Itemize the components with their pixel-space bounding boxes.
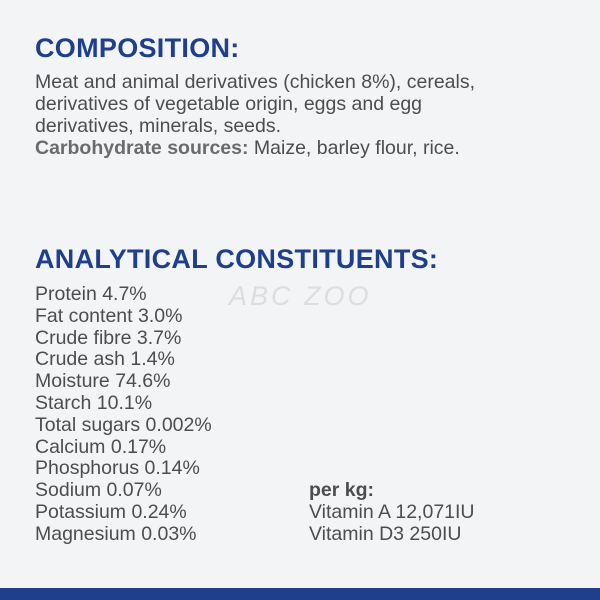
- vitamin-item: Vitamin A 12,071IU: [309, 501, 475, 523]
- constituent-item: Magnesium 0.03%: [35, 522, 197, 545]
- watermark: ABC ZOO: [229, 281, 372, 311]
- constituent-item: Sodium 0.07%: [35, 479, 162, 502]
- analytical-heading: ANALYTICAL CONSTITUENTS:: [35, 244, 439, 274]
- carbohydrate-label: Carbohydrate sources:: [35, 137, 249, 159]
- vitamins-list: [309, 502, 475, 546]
- constituent-item: Starch 10.1%: [35, 391, 153, 414]
- bottom-bar: [0, 588, 600, 600]
- composition-text: [35, 71, 585, 159]
- composition-line: Meat and animal derivatives (chicken 8%), cereals,: [35, 71, 476, 93]
- constituent-item: Potassium 0.24%: [35, 500, 187, 523]
- vitamins-title: per kg:: [309, 479, 375, 501]
- constituent-item: Crude fibre 3.7%: [35, 326, 182, 349]
- constituent-item: Calcium 0.17%: [35, 435, 167, 458]
- constituent-item: Total sugars 0.002%: [35, 413, 212, 436]
- carbohydrate-line: [35, 137, 585, 159]
- vitamin-item: Vitamin D3 250IU: [309, 522, 462, 545]
- constituent-item: Phosphorus 0.14%: [35, 457, 200, 480]
- constituent-item: Crude ash 1.4%: [35, 348, 175, 371]
- analytical-list: [35, 284, 212, 546]
- composition-heading: COMPOSITION:: [35, 33, 240, 63]
- constituent-item: Fat content 3.0%: [35, 304, 183, 327]
- carbohydrate-value: Maize, barley flour, rice.: [248, 137, 460, 159]
- constituent-item: Moisture 74.6%: [35, 370, 171, 393]
- constituent-item: Protein 4.7%: [35, 283, 147, 305]
- composition-line: derivatives of vegetable origin, eggs and egg: [35, 93, 423, 115]
- composition-line: derivatives, minerals, seeds.: [35, 115, 282, 137]
